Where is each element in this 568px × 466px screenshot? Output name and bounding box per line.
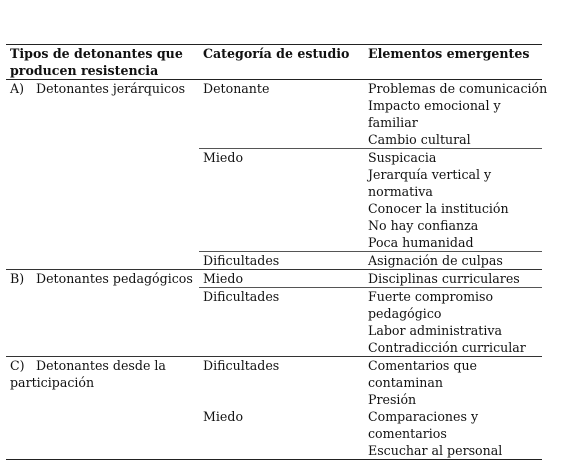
resistance-triggers-table [6, 44, 548, 460]
element-item: Cambio cultural [368, 132, 471, 147]
trigger-type-letter: C) [10, 358, 25, 373]
element-item: Conocer la institución [368, 201, 509, 216]
element-item: Jerarquía vertical y normativa [368, 167, 492, 199]
category-cell: Miedo [199, 408, 364, 460]
element-item: Impacto emocional y familiar [368, 98, 501, 130]
category-cell: Miedo [199, 149, 364, 252]
table-row [6, 357, 542, 409]
category-cell: Miedo [199, 270, 364, 288]
table-row [6, 270, 542, 288]
trigger-type-label: Detonantes jerárquicos [36, 81, 186, 96]
elements-cell [364, 357, 542, 409]
header-emergent-elements: Elementos emergentes [364, 45, 542, 80]
element-item: Suspicacia [368, 150, 437, 165]
header-row [6, 45, 542, 80]
trigger-type-label: Detonantes desde la participación [10, 358, 166, 390]
element-item: Comentarios que contaminan [368, 358, 478, 390]
category-cell: Dificultades [199, 288, 364, 357]
element-item: Disciplinas curriculares [368, 271, 520, 286]
element-item: No hay confianza [368, 218, 479, 233]
element-item: Problemas de comunicación [368, 81, 548, 96]
header-trigger-types: Tipos de detonantes que producen resistencia [6, 45, 199, 80]
trigger-type-letter: A) [10, 81, 25, 96]
table-row [6, 80, 542, 149]
elements-cell [364, 270, 542, 288]
elements-cell [364, 252, 542, 270]
elements-cell [364, 80, 548, 149]
element-item: Contradicción curricular [368, 340, 526, 355]
header-study-category: Categoría de estudio [199, 45, 364, 80]
trigger-type-hierarchical [6, 80, 199, 270]
category-cell: Detonante [199, 80, 364, 149]
elements-cell [364, 149, 542, 252]
element-item: Labor administrativa [368, 323, 502, 338]
element-item: Fuerte compromiso pedagógico [368, 289, 494, 321]
elements-cell [364, 408, 542, 460]
category-cell: Dificultades [199, 252, 364, 270]
element-item: Poca humanidad [368, 235, 474, 250]
trigger-type-label: Detonantes pedagógicos [36, 271, 193, 286]
elements-cell [364, 288, 542, 357]
trigger-type-letter: B) [10, 271, 25, 286]
element-item: Escuchar al personal [368, 443, 503, 458]
element-item: Presión [368, 392, 417, 407]
trigger-type-participation [6, 357, 199, 460]
element-item: Comparaciones y comentarios [368, 409, 479, 441]
category-cell: Dificultades [203, 358, 280, 373]
element-item: Asignación de culpas [368, 253, 503, 268]
trigger-type-pedagogical [6, 270, 199, 357]
